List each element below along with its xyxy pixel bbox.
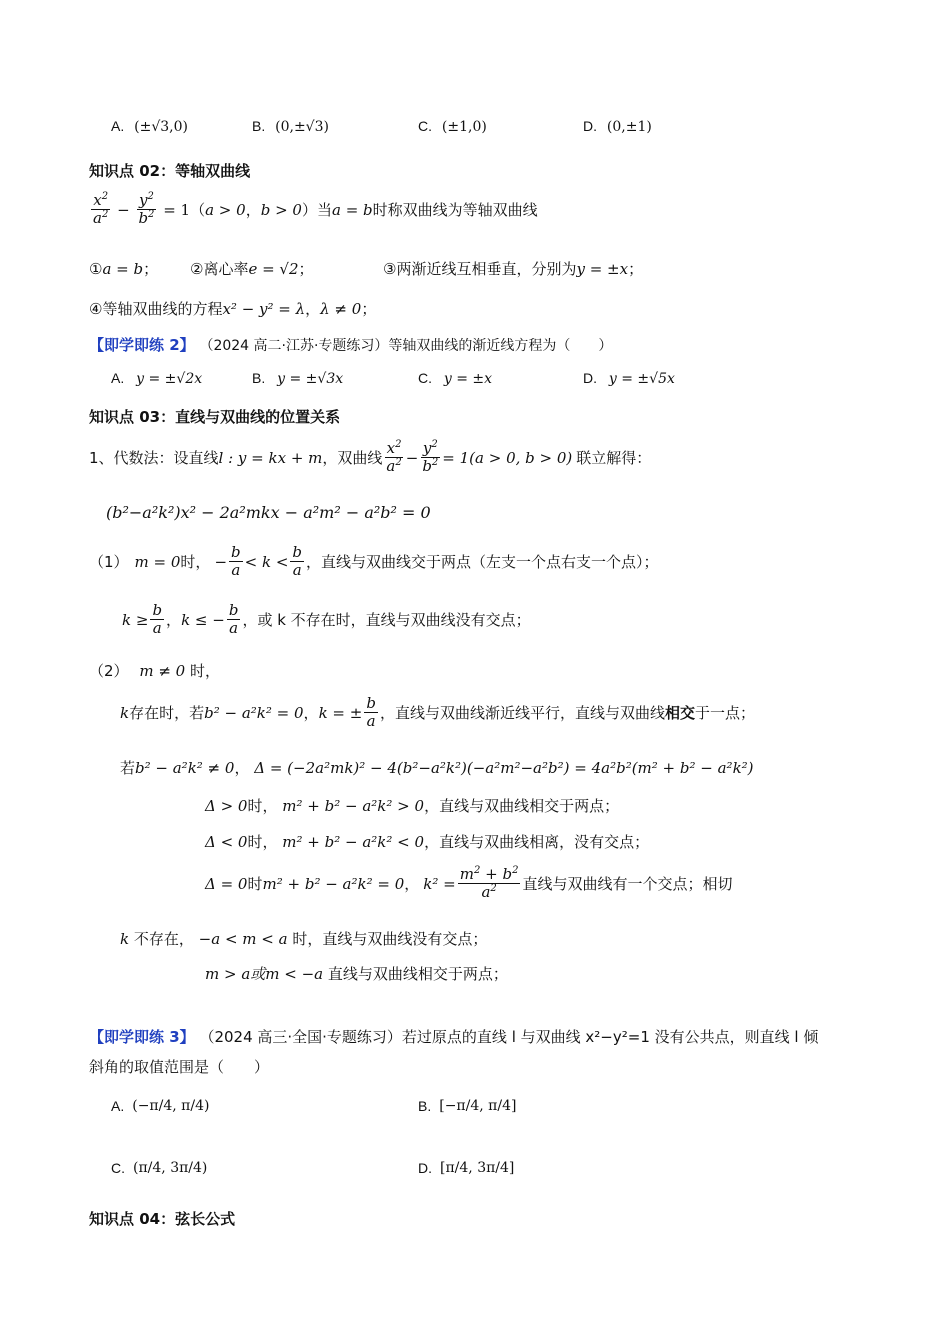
option-label: C. bbox=[418, 370, 432, 386]
delta-negative bbox=[205, 831, 649, 852]
d1-text: ，直线与双曲线相交于两点； bbox=[424, 797, 620, 815]
kn2-text: 直线与双曲线相交于两点； bbox=[327, 965, 508, 983]
kp3-heading: 知识点 03：直线与双曲线的位置关系 bbox=[89, 408, 341, 426]
k-parallel-text: ，直线与双曲线渐近线平行，直线与双曲线 bbox=[379, 704, 665, 723]
prop1-label: ① bbox=[89, 260, 103, 278]
option-label: B. bbox=[418, 1098, 432, 1114]
delta-positive bbox=[205, 795, 619, 816]
when-text: 当 bbox=[316, 201, 332, 220]
option-label: B. bbox=[252, 370, 266, 386]
q1-option-a bbox=[111, 118, 188, 135]
delta-formula: Δ = (−2a²mk)² − 4(b²−a²k²)(−a²m²−a²b²) = 4a²b²(m² + b² − a²k²) bbox=[254, 759, 754, 777]
kp2-properties bbox=[89, 258, 158, 279]
case2-label: （2） bbox=[89, 662, 129, 680]
option-label: B. bbox=[252, 118, 266, 134]
kp2-prop4 bbox=[89, 298, 376, 319]
case1-label: （1） bbox=[89, 553, 129, 572]
l1-end: 联立解得： bbox=[576, 449, 652, 468]
k-var: k bbox=[120, 703, 130, 722]
kp2-prop2 bbox=[190, 258, 314, 279]
kn2-math: m > a或m < −a bbox=[205, 965, 324, 983]
ex2-option-a bbox=[111, 370, 202, 387]
k-pm: k = ± bbox=[318, 703, 363, 722]
ex3-question-line1 bbox=[89, 1026, 818, 1047]
l1-line-eq: l : y = kx + m bbox=[218, 448, 323, 467]
d1-cond: m² + b² − a²k² > 0 bbox=[282, 797, 425, 815]
ex3-option-a bbox=[111, 1098, 209, 1114]
option-label: A. bbox=[111, 1098, 125, 1114]
k-exist-text: 存在时，若 bbox=[129, 704, 205, 723]
option-body: y = ±√2x bbox=[136, 371, 203, 387]
ex2-option-c bbox=[418, 370, 492, 387]
k-not-exist-2 bbox=[205, 963, 508, 984]
prop1-math: a = b bbox=[102, 260, 144, 278]
k-exists-line: k 存在时，若 b² − a²k² = 0 ， k = ± $\frac{b}{a}$ ，直线与双曲线渐近线平行，直线与双曲线 相交 于一点； bbox=[120, 694, 755, 731]
option-label: C. bbox=[418, 118, 432, 134]
prop4-math: x² − y² = λ bbox=[222, 300, 306, 318]
k-parallel-end: 于一点； bbox=[694, 704, 755, 723]
ex2-source: （2024 高二·江苏·专题练习）等轴双曲线的渐近线方程为（ ） bbox=[199, 338, 613, 354]
case2-math: m ≠ 0 bbox=[139, 662, 186, 680]
ex3-question-line2: 斜角的取值范围是（ ） bbox=[89, 1058, 270, 1076]
neq-prefix: 若 bbox=[120, 759, 136, 777]
kn-cond: −a < m < a bbox=[198, 930, 288, 948]
q1-option-b bbox=[252, 118, 329, 135]
option-body: [−π/4, π/4] bbox=[439, 1098, 517, 1114]
d3-cond: m² + b² − a²k² = 0 bbox=[262, 874, 405, 893]
d3-math: Δ = 0 bbox=[205, 874, 248, 893]
fraction-y2-b2: $\frac{y^2}{b^2}$ bbox=[422, 439, 439, 476]
option-body: (0,±1) bbox=[606, 119, 652, 135]
cond-b: b > 0 bbox=[260, 200, 302, 219]
ex2-option-b bbox=[252, 370, 343, 387]
d1-math: Δ > 0 bbox=[205, 797, 248, 815]
d2-math: Δ < 0 bbox=[205, 833, 248, 851]
option-body: [π/4, 3π/4] bbox=[440, 1160, 515, 1176]
ex3-line1: （2024 高三·全国·专题练习）若过原点的直线 l 与双曲线 x²−y²=1 没有公共点，则直线 l 倾 bbox=[199, 1028, 819, 1046]
ex2-question bbox=[89, 334, 612, 355]
case1: （1） m = 0 时， − $\frac{b}{a}$ < k < $\frac{b}{a}$ ，直线与双曲线交于两点（左支一个点右支一个点）； bbox=[89, 543, 659, 580]
d3-k: k² = bbox=[423, 874, 456, 893]
fraction-b-a: $\frac{b}{a}$ bbox=[366, 694, 376, 731]
option-body: y = ±√3x bbox=[277, 371, 344, 387]
option-body: y = ±√5x bbox=[608, 371, 675, 387]
d1-mid: 时， bbox=[247, 797, 278, 815]
kp3-algebra-method: 1、代数法：设直线 l : y = kx + m ，双曲线 $\frac{x^2}{a^2}$ − $\frac{y^2}{b^2}$ = 1(a > 0, b > 0) 联立解得： bbox=[89, 439, 652, 476]
prop2-label: ②离心率 bbox=[190, 260, 249, 278]
delta-zero: Δ = 0 时 m² + b² − a²k² = 0 ， k² = $\frac{m^2 + b^2}{a^2}$ 直线与双曲线有一个交点；相切 bbox=[205, 865, 733, 902]
q1-option-d bbox=[583, 118, 652, 135]
l1-mid: ，双曲线 bbox=[322, 449, 383, 468]
combined-equation: (b²−a²k²)x² − 2a²mkx − a²m² − a²b² = 0 bbox=[106, 503, 431, 522]
kp2-heading: 知识点 02：等轴双曲线 bbox=[89, 162, 251, 180]
ex3-option-b bbox=[418, 1098, 516, 1114]
fraction-b-a: $\frac{b}{a}$ bbox=[228, 601, 239, 638]
prop1-sep: ； bbox=[143, 260, 159, 278]
prop3-text: ③两渐近线互相垂直，分别为 bbox=[383, 260, 577, 278]
case1-math: m = 0 bbox=[134, 552, 181, 571]
option-body: (±√3,0) bbox=[134, 119, 188, 135]
neq-line: 若b² − a²k² ≠ 0， Δ = (−2a²mk)² − 4(b²−a²k²)(−a²m²−a²b²) = 4a²b²(m² + b² − a²k²) bbox=[120, 759, 754, 777]
fraction-b-a: $\frac{b}{a}$ bbox=[231, 543, 241, 580]
d2-text: ，直线与双曲线相离，没有交点； bbox=[424, 833, 650, 851]
fraction-x2-a2: $\frac{x^2}{a^2}$ bbox=[93, 191, 109, 228]
ex3-option-d bbox=[418, 1160, 514, 1176]
kn-end: 时，直线与双曲线没有交点； bbox=[292, 930, 488, 948]
option-label: A. bbox=[111, 370, 125, 386]
ex2-tag: 【即学即练 2】 bbox=[89, 336, 195, 354]
option-body: (π/4, 3π/4) bbox=[133, 1160, 208, 1176]
option-label: D. bbox=[583, 118, 597, 134]
neq-math: b² − a²k² ≠ 0 bbox=[135, 759, 235, 777]
ex3-tag: 【即学即练 3】 bbox=[89, 1028, 195, 1046]
d3-text: 直线与双曲线有一个交点；相切 bbox=[522, 875, 733, 894]
ex2-option-d bbox=[583, 370, 675, 387]
prop4-end: ； bbox=[361, 300, 377, 318]
option-label: A. bbox=[111, 118, 125, 134]
k-eq: b² − a²k² = 0 bbox=[204, 703, 304, 722]
k-bold: 相交 bbox=[664, 704, 695, 723]
option-body: (±1,0) bbox=[441, 119, 487, 135]
l1-prefix: 1、代数法：设直线 bbox=[89, 449, 219, 468]
case1-text: ，直线与双曲线交于两点（左支一个点右支一个点）； bbox=[306, 553, 659, 572]
fraction-b-a: $\frac{b}{a}$ bbox=[152, 601, 163, 638]
option-label: D. bbox=[583, 370, 597, 386]
kp2-definition: $\frac{x^2}{a^2}$ − $\frac{y^2}{b^2}$ = 1 （ a > 0 ， b > 0 ） 当 a = b 时称双曲线为等轴双曲线 bbox=[93, 191, 538, 228]
case1b: k ≥ $\frac{b}{a}$ ， k ≤ − $\frac{b}{a}$ ，或 k 不存在时，直线与双曲线没有交点； bbox=[122, 601, 531, 638]
l1-cond: = 1(a > 0, b > 0) bbox=[442, 448, 573, 467]
prop4-text: ④等轴双曲线的方程 bbox=[89, 300, 223, 318]
q1-option-c bbox=[418, 118, 487, 135]
fraction-tangent-k: $\frac{m^2 + b^2}{a^2}$ bbox=[459, 865, 519, 902]
kn-var: k bbox=[120, 930, 130, 948]
fraction-b-a: $\frac{b}{a}$ bbox=[292, 543, 302, 580]
prop4-sep: ， bbox=[305, 300, 321, 318]
option-body: y = ±x bbox=[443, 371, 493, 387]
ex3-option-c bbox=[111, 1160, 207, 1176]
prop3-sep: ； bbox=[628, 260, 644, 278]
prop2-math: e = √2 bbox=[248, 260, 299, 278]
prop4-cond: λ ≠ 0 bbox=[320, 300, 362, 318]
kp2-prop3 bbox=[383, 258, 643, 279]
option-body: (0,±√3) bbox=[275, 119, 329, 135]
case2 bbox=[89, 660, 220, 681]
case1b-text: ，或 k 不存在时，直线与双曲线没有交点； bbox=[242, 611, 531, 630]
prop3-math: y = ±x bbox=[576, 260, 629, 278]
d2-cond: m² + b² − a²k² < 0 bbox=[282, 833, 425, 851]
kn-text: 不存在， bbox=[133, 930, 194, 948]
fraction-y2-b2: $\frac{y^2}{b^2}$ bbox=[138, 191, 155, 228]
prop2-sep: ； bbox=[298, 260, 314, 278]
d3-mid: 时 bbox=[247, 875, 263, 894]
definition-text: 时称双曲线为等轴双曲线 bbox=[372, 201, 538, 220]
option-body: (−π/4, π/4) bbox=[132, 1098, 210, 1114]
option-label: C. bbox=[111, 1160, 125, 1176]
kp4-heading: 知识点 04：弦长公式 bbox=[89, 1210, 236, 1228]
cond-a: a > 0 bbox=[205, 200, 246, 219]
fraction-x2-a2: $\frac{x^2}{a^2}$ bbox=[386, 439, 402, 476]
d2-mid: 时， bbox=[247, 833, 278, 851]
case2-time: 时， bbox=[189, 662, 220, 680]
option-label: D. bbox=[418, 1160, 432, 1176]
k-not-exist bbox=[120, 928, 487, 949]
case1-time: 时， bbox=[180, 553, 211, 572]
equal-cond: a = b bbox=[331, 200, 373, 219]
